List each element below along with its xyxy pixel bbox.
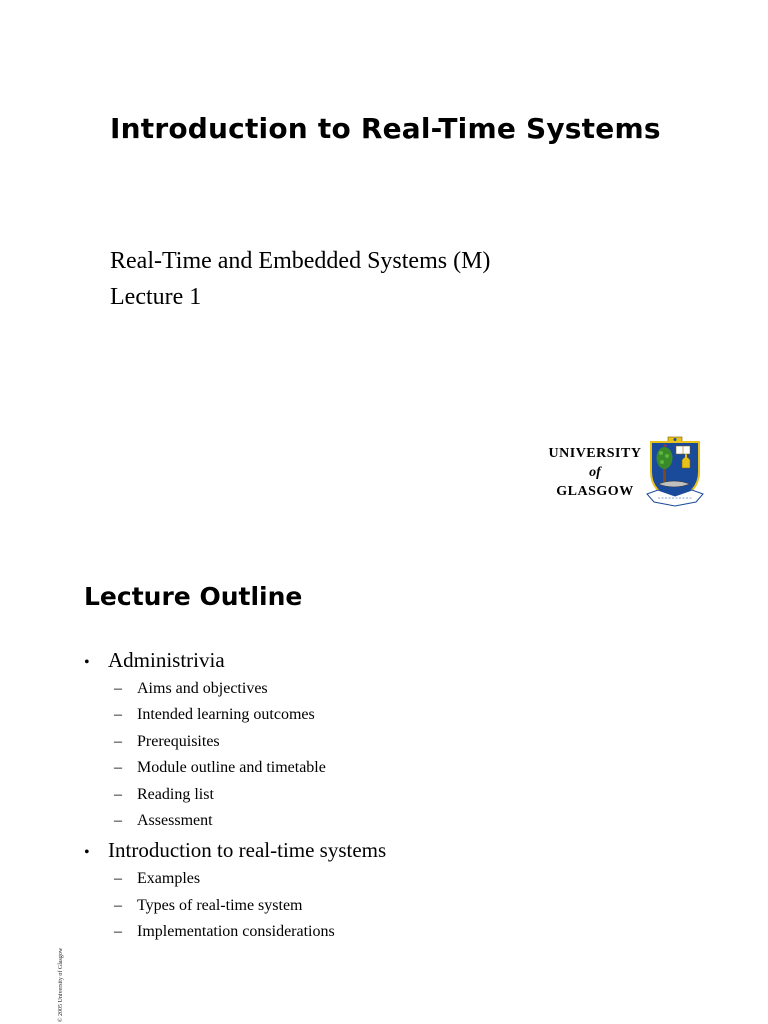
outline-subitem bbox=[84, 702, 386, 728]
dash-icon: – bbox=[114, 732, 122, 750]
outline-sublist bbox=[84, 676, 386, 834]
outline-subitem bbox=[84, 676, 386, 702]
outline-item bbox=[84, 834, 386, 945]
outline-subitem-label: Aims and objectives bbox=[137, 680, 268, 697]
dash-icon: – bbox=[114, 785, 122, 803]
lecture-number: Lecture 1 bbox=[110, 284, 202, 310]
wordmark-of: of bbox=[589, 465, 601, 480]
wordmark-glasgow: GLASGOW bbox=[556, 484, 634, 499]
outline-subitem-label: Intended learning outcomes bbox=[137, 706, 315, 724]
outline-subitem-label: Prerequisites bbox=[137, 732, 220, 750]
university-logo bbox=[540, 436, 710, 508]
outline-subitem bbox=[84, 919, 386, 945]
outline-subitem bbox=[84, 729, 386, 755]
university-crest-icon bbox=[646, 436, 704, 508]
slide-title: Introduction to Real-Time Systems bbox=[110, 112, 661, 145]
outline-subitem-label: Module outline and timetable bbox=[137, 759, 326, 777]
outline-subitem-label: Implementation considerations bbox=[137, 923, 335, 941]
outline-item-label: Administrivia bbox=[108, 648, 225, 672]
outline-item-row bbox=[84, 644, 386, 676]
dash-icon: – bbox=[114, 706, 122, 724]
university-wordmark bbox=[540, 444, 650, 501]
outline-subitem bbox=[84, 782, 386, 808]
outline-subitem bbox=[84, 893, 386, 919]
bullet-icon: • bbox=[84, 654, 90, 671]
outline-subitem bbox=[84, 808, 386, 834]
outline-item-row bbox=[84, 834, 386, 866]
copyright-notice: © 2005 University of Glasgow bbox=[58, 947, 64, 1022]
dash-icon: – bbox=[114, 870, 122, 888]
outline-item-label: Introduction to real-time systems bbox=[108, 838, 387, 863]
outline-sublist bbox=[84, 866, 386, 945]
bullet-icon: • bbox=[84, 844, 90, 862]
outline-subitem-label: Reading list bbox=[137, 785, 214, 803]
outline-list bbox=[84, 644, 386, 946]
wordmark-university: UNIVERSITY bbox=[548, 446, 642, 461]
outline-subitem-label: Examples bbox=[137, 870, 201, 888]
outline-subitem-label: Assessment bbox=[137, 811, 213, 829]
outline-subitem bbox=[84, 755, 386, 781]
outline-subitem-label: Types of real-time system bbox=[137, 896, 303, 914]
dash-icon: – bbox=[114, 896, 122, 914]
outline-slide bbox=[0, 560, 768, 1024]
dash-icon: – bbox=[114, 923, 122, 941]
outline-title: Lecture Outline bbox=[84, 582, 303, 611]
outline-item bbox=[84, 644, 386, 834]
dash-icon: – bbox=[114, 811, 122, 829]
dash-icon: – bbox=[114, 759, 122, 777]
course-name: Real-Time and Embedded Systems (M) bbox=[110, 248, 491, 274]
outline-subitem bbox=[84, 866, 386, 892]
dash-icon: – bbox=[114, 680, 122, 697]
